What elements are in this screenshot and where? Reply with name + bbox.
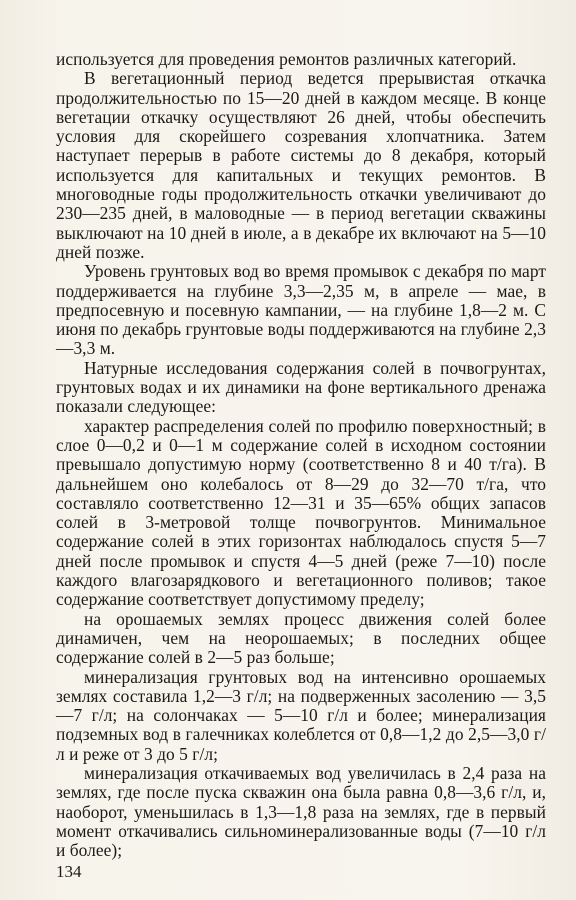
paragraph-pumping-schedule: В вегетационный период ведется прерывистая откачка продолжительностью по 15—20 дней в каждом месяце. В конце вегетации откачку осуществляют 26 дней, чтобы обеспечить условия для скорейшего созревания хлопчатника. Затем наступает перерыв в работе системы до 8 декабря, который используется для капитальных и текущих ремонтов. В многоводные годы продолжительность откачки увеличивают до 230—235 дней, в маловодные — в период вегетации скважины выключают на 10 дней в июле, а в декабре их включают на 5—10 дней позже. <box>56 68 546 262</box>
paragraph-groundwater-level: Уровень грунтовых вод во время промывок с декабря по март поддерживается на глубине 3,3—2,35 м, в апреле — мае, в предпосевную и посевную кампании, — на глубине 1,8—2 м. С июня по декабрь грунтовые воды поддерживаются на глубине 2,3—3,3 м. <box>56 261 546 359</box>
body-text <box>56 50 546 860</box>
paragraph-salt-distribution: характер распределения солей по профилю поверхностный; в слое 0—0,2 и 0—1 м содержание солей в исходном состоянии превышало допустимую норму (соответственно 8 и 40 т/га). В дальнейшем оно колебалось от 8—29 до 32—70 т/га, что составляло соответственно 12—31 и 35—65% общих запасов солей в 3-метровой толще почвогрунтов. Минимальное содержание солей в этих горизонтах наблюдалось спустя 5—7 дней после промывок и спустя 4—5 дней (реже 7—10) после каждого влагозарядкового и вегетационного поливов; такое содержание соответствует допустимому пределу; <box>56 415 546 610</box>
paragraph-groundwater-mineralization: минерализация грунтовых вод на интенсивно орошаемых землях составила 1,2—3 г/л; на подверженных засолению — 3,5—7 г/л; на солончаках — 5—10 г/л и более; минерализация подземных вод в галечниках колеблется от 0,8—1,2 до 2,5—3,0 г/л и реже от 3 до 5 г/л; <box>56 666 546 764</box>
paragraph-field-studies: Натурные исследования содержания солей в почвогрунтах, грунтовых водах и их динамики на фоне вертикального дренажа показали следующее: <box>56 357 546 417</box>
page-number: 134 <box>56 862 82 881</box>
paragraph-continuation: используется для проведения ремонтов различных категорий. <box>56 49 517 69</box>
paragraph-pumped-water-mineralization: минерализация откачиваемых вод увеличилась в 2,4 раза на землях, где после пуска скважин она была равна 0,8—3,6 г/л, и, наоборот, уменьшилась в 1,3—1,8 раза на землях, где в первый момент откачивались сильноминерализованные воды (7—10 г/л и более); <box>56 762 546 861</box>
paragraph-irrigated-lands: на орошаемых землях процесс движения солей более динамичен, чем на неорошаемых; в последних общее содержание солей в 2—5 раз больше; <box>56 608 546 668</box>
